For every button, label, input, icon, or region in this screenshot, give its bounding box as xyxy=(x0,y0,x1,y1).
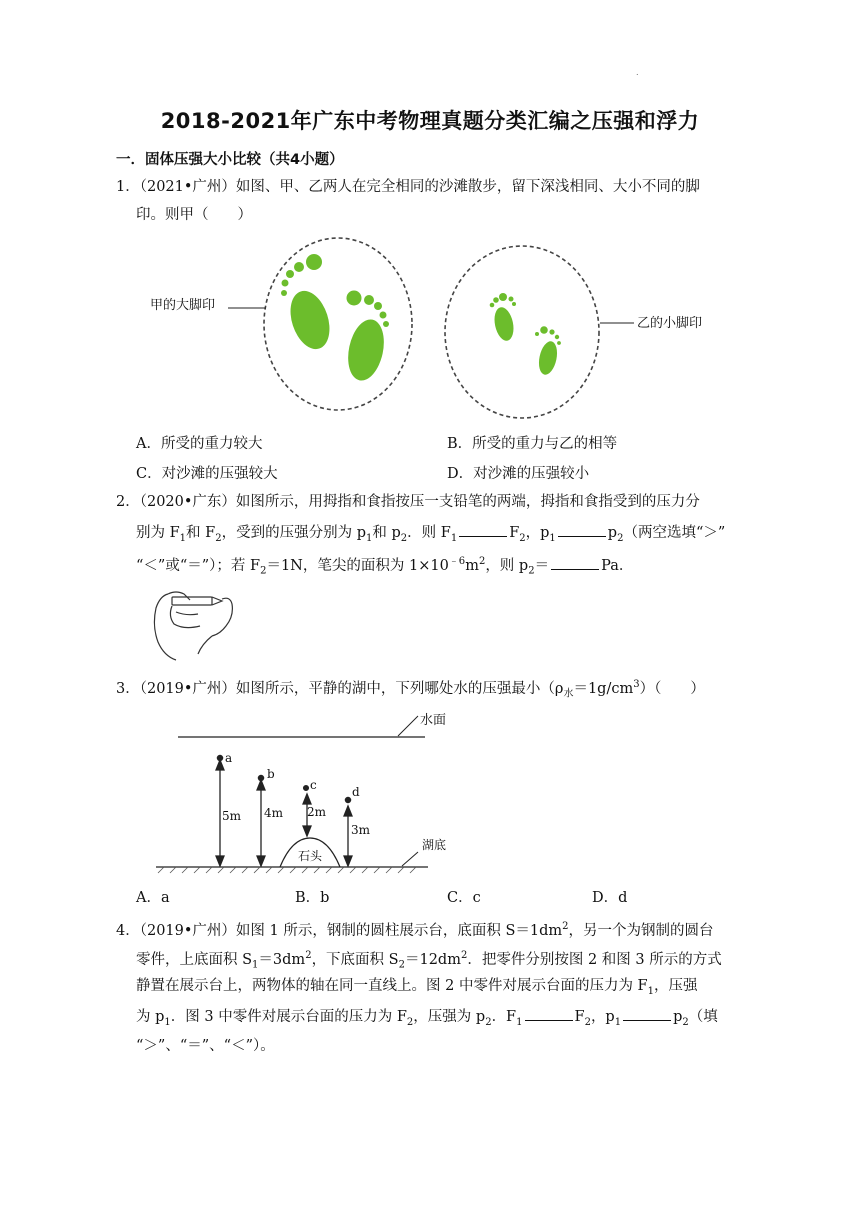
label-big-footprint: 甲的大脚印 xyxy=(150,298,216,313)
small-foot-left xyxy=(492,306,517,343)
q3-option-a[interactable]: A．a xyxy=(136,890,170,906)
answer-blank[interactable] xyxy=(623,1006,671,1021)
small-foot-right xyxy=(536,340,560,377)
q1-option-b[interactable]: B．所受的重力与乙的相等 xyxy=(447,436,618,452)
pencil-hand-figure xyxy=(146,586,238,664)
q4-text-line2: 零件，上底面积 $S_1=3dm^2$，下底面积 $S_2=12dm^2$．把零件分别按图 2 和图 3 所示的方式 xyxy=(136,950,722,971)
page-title: 2018-2021年广东中考物理真题分类汇编之压强和浮力 xyxy=(160,109,700,133)
q1-option-a[interactable]: A．所受的重力较大 xyxy=(136,436,263,452)
q1-text-line2: 印。则甲（ ） xyxy=(136,207,252,223)
q3-option-c[interactable]: C．c xyxy=(447,890,481,906)
page-mark: . xyxy=(636,68,639,77)
q4-text-line4: 为 $p_1$．图 3 中零件对展示台面的压力为 $F_2$，压强为 $p_2$．$F_1$ $F_2$，$p_1$ $p_2$（填 xyxy=(136,1006,718,1033)
point-label-d: d xyxy=(352,785,360,799)
q4-text-line3: 静置在展示台上，两物体的轴在同一直线上。图 2 中零件对展示台面的压力为 $F_1$，压强 xyxy=(136,978,698,997)
q3-option-b[interactable]: B．b xyxy=(295,890,330,906)
big-foot-right xyxy=(343,316,389,384)
q4-text-line5: “＞”、“＝”、“＜”）。 xyxy=(136,1038,275,1054)
big-footprint-circle xyxy=(264,238,412,410)
big-foot-left xyxy=(284,286,337,354)
q4-text-line1: 4．（2019•广州）如图 1 所示，钢制的圆柱展示台，底面积 $S=1dm^2$，另一个为钢制的圆台 xyxy=(116,921,714,939)
q3-option-d[interactable]: D．d xyxy=(592,890,628,906)
label-small-footprint: 乙的小脚印 xyxy=(637,316,703,331)
small-footprint-circle xyxy=(445,246,599,418)
q1-option-d[interactable]: D．对沙滩的压强较小 xyxy=(447,466,590,482)
depth-label-b: 4m xyxy=(264,806,284,820)
answer-blank[interactable] xyxy=(558,522,606,537)
small-footprints xyxy=(490,293,561,376)
q1-footprint-figure xyxy=(140,232,640,428)
answer-blank[interactable] xyxy=(525,1006,573,1021)
q3-text-line1: 3．（2019•广州）如图所示，平静的湖中，下列哪处水的压强最小$(\rho_水=1g/cm^3)$（ ） xyxy=(116,679,705,700)
q2-text-line1: 2．（2020•广东）如图所示，用拇指和食指按压一支铅笔的两端，拇指和食指受到的压力分 xyxy=(116,494,700,510)
point-label-a: a xyxy=(225,751,233,765)
answer-blank[interactable] xyxy=(459,522,507,537)
point-label-c: c xyxy=(310,778,317,792)
depth-label-c: 2m xyxy=(307,805,327,819)
label-lake-bottom: 湖底 xyxy=(422,838,447,852)
big-footprints xyxy=(281,254,389,384)
depth-label-d: 3m xyxy=(351,823,371,837)
label-stone: 石头 xyxy=(298,849,323,863)
depth-label-a: 5m xyxy=(222,809,242,823)
point-label-b: b xyxy=(267,767,275,781)
answer-blank[interactable] xyxy=(551,555,599,570)
q2-text-line3: “＜”或“＝”）；若 $F_2=1N$，笔尖的面积为 $1\times 10^{﹣6}m^2$，则 $p_2= Pa$． xyxy=(136,556,634,577)
q1-option-c[interactable]: C．对沙滩的压强较大 xyxy=(136,466,278,482)
q2-text-line2: 别为 $F_1$和 $F_2$，受到的压强分别为 $p_1$和 $p_2$．则 $F_1$ $F_2$，$p_1$ $p_2$（两空选填“＞” xyxy=(136,522,725,549)
lake-bottom-hatching xyxy=(158,867,416,873)
section-heading: 一．固体压强大小比较（共4小题） xyxy=(116,152,344,168)
q1-text-line1: 1．（2021•广州）如图、甲、乙两人在完全相同的沙滩散步，留下深浅相同、大小不同的脚 xyxy=(116,179,700,195)
label-water-surface: 水面 xyxy=(420,713,447,728)
